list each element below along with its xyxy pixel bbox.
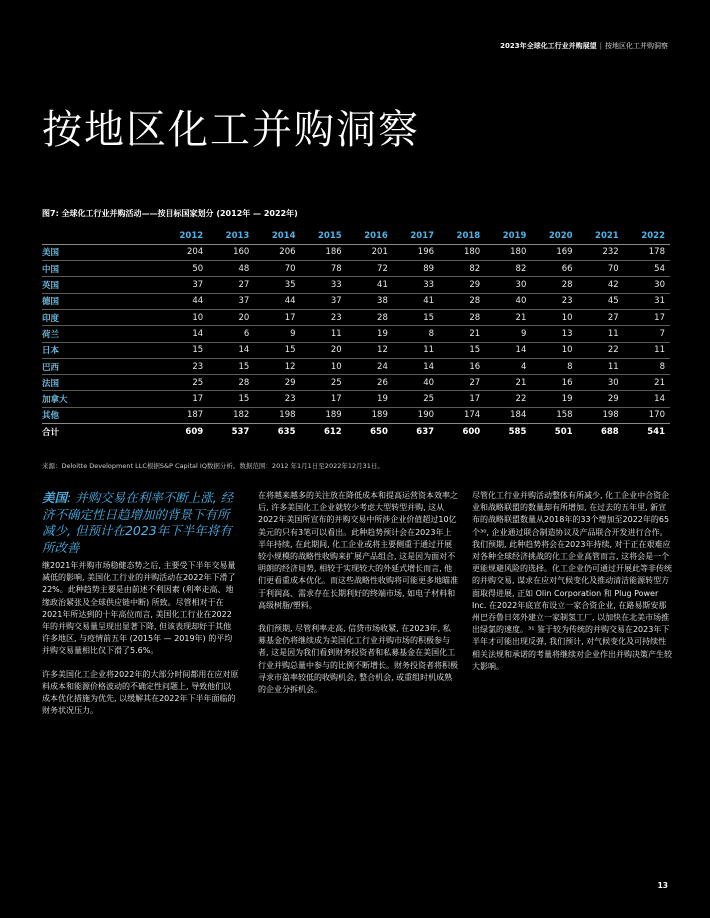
deal-count-cell: 37 [208,293,254,309]
deal-count-cell: 33 [393,277,439,293]
table-row [42,309,670,325]
deal-count-cell: 612 [323,427,342,438]
deal-count-cell: 14 [485,342,531,358]
deal-count-cell: 25 [393,391,439,407]
deal-count-cell: 22 [578,342,624,358]
year-header: 2020 [531,228,577,244]
deal-count-cell: 232 [578,244,624,260]
deal-count-cell: 21 [485,375,531,391]
header-section: 按地区化工并购洞察 [605,42,668,50]
deal-count-cell: 635 [277,427,296,438]
deal-count-cell: 8 [393,326,439,342]
table-row [42,391,670,407]
figure-title: 图7: 全球化工行业并购活动——按目标国家划分 (2012年 — 2022年) [42,209,298,218]
header-separator: | [599,42,602,50]
deal-count-cell: 541 [647,427,665,438]
deal-count-cell: 11 [578,358,624,374]
deal-count-cell: 82 [485,261,531,277]
source-note: 来源：Deloitte Development LLC根据S&P Capital IQ数据分析。数据范围：2012 年1月1日至2022年12月31日。 [42,462,384,470]
deal-count-cell: 17 [162,391,208,407]
deal-count-cell: 13 [531,326,577,342]
pull-quote-text: : 并购交易在利率不断上涨, 经济不确定性日趋增加的背景下有所减少, 但预计在2023年下半年将有所改善 [42,490,234,555]
deal-count-cell: 198 [254,407,300,423]
deal-count-cell: 44 [162,293,208,309]
deal-count-cell: 170 [624,407,670,423]
table-row [42,358,670,374]
deal-count-cell: 688 [600,427,619,438]
table-row [42,407,670,423]
table-row [42,342,670,358]
deal-count-cell: 187 [162,407,208,423]
country-label: 合计 [42,428,60,439]
table-row [42,293,670,309]
deal-count-cell: 25 [301,375,347,391]
page-number: 13 [657,881,668,890]
deal-count-cell: 66 [531,261,577,277]
table-row [42,277,670,293]
paragraph: 在将越来越多的关注放在降低成本和提高运营资本效率之后, 许多美国化工企业就较少考虑大型转型并购, 这从2022年美国所宣布的并购交易中所涉企业价值超过10亿美元的只有3笔可以看出。此种趋势预计会在2023年上半年持续, 在此期间, 化工企业或将主要侧重于通过开展较小规模的战略性收购来扩展产品组合, 这是因为面对不明朗的经济局势, 相较于实现较大的外延式增长而言, 他们更看重成本优化。而这些战略性收购将可能更多地瞄准于利润高、需求存在长期利好的终端市场, 如电子材料和高级树脂/塑料。 [258,491,458,610]
running-header [500,41,668,51]
country-label: 英国 [42,277,162,293]
country-label: 德国 [42,293,162,309]
deal-count-cell: 7 [624,326,670,342]
deal-count-cell: 50 [162,261,208,277]
deal-count-cell: 637 [416,427,435,438]
deal-count-cell: 31 [624,293,670,309]
deal-count-cell: 201 [347,244,393,260]
deal-count-cell: 12 [254,358,300,374]
deal-count-cell: 21 [624,375,670,391]
deal-count-cell: 501 [554,427,573,438]
deal-count-cell: 23 [531,293,577,309]
deal-count-cell: 70 [254,261,300,277]
deal-count-cell: 29 [254,375,300,391]
paragraph: 尽管化工行业并购活动整体有所减少, 化工企业中合资企业和战略联盟的数量却有所增加, 在过去的五年里, 新宣布的战略联盟数量从2018年的33个增加至2022年的65个³⁰, 企业通过联合制造协议及产品联合开发进行合作。我们预期, 此种趋势将会在2023年持续, 对于正在艰难应对各种全球经济挑战的化工企业高管而言, 这将会是一个更能规避风险的选择。化工企业仍可通过开展此等非传统的并购交易, 谋求在应对气候变化及推动清洁能源转型方面取得进展, 正如 Olin Corporation 和 Plug Power Inc. 在2022年底宣布设立一家合资企业, 在路易斯安那州巴吞鲁日郊外建立一家制氢工厂, 以加快在北美市场推出绿氯的速度。³¹ 鉴于较为传统的并购交易在2023年下半年才可能出现反弹, 我们预计, 对气候变化及可持续性相关法规和承诺的考量将继续对企业作出并购决策产生较大影响。 [472,491,672,671]
country-label: 印度 [42,309,162,325]
header-label-cell [42,228,162,244]
deal-count-cell: 10 [162,309,208,325]
deal-count-cell: 40 [485,293,531,309]
deal-count-cell: 37 [162,277,208,293]
text-column-1 [42,490,239,728]
deal-count-cell: 169 [531,244,577,260]
deal-count-cell: 54 [624,261,670,277]
deal-count-cell: 70 [578,261,624,277]
deal-count-cell: 204 [162,244,208,260]
deal-count-cell: 206 [254,244,300,260]
deal-count-cell: 78 [301,261,347,277]
text-column-2 [258,490,458,707]
text-column-3 [472,490,672,684]
deal-count-cell: 40 [393,375,439,391]
deal-count-cell: 11 [301,326,347,342]
deal-count-cell: 6 [208,326,254,342]
deal-count-cell: 25 [162,375,208,391]
deal-count-cell: 600 [462,427,481,438]
deal-count-cell: 609 [185,427,204,438]
table-header-row [42,228,670,244]
deal-count-cell: 14 [162,326,208,342]
deal-count-cell: 8 [531,358,577,374]
deal-count-cell: 17 [301,391,347,407]
deal-count-cell: 29 [439,277,485,293]
page-title: 按地区化工并购洞察 [42,107,420,153]
deal-count-cell: 44 [254,293,300,309]
ma-activity-table [42,228,670,441]
deal-count-cell: 33 [301,277,347,293]
deal-count-cell: 23 [254,391,300,407]
deal-count-cell: 28 [439,309,485,325]
year-header: 2016 [347,228,393,244]
deal-count-cell: 14 [624,391,670,407]
country-label: 中国 [42,261,162,277]
country-label: 美国 [42,244,162,260]
year-header: 2017 [393,228,439,244]
deal-count-cell: 30 [624,277,670,293]
deal-count-cell: 537 [231,427,250,438]
deal-count-cell: 45 [578,293,624,309]
country-label: 其他 [42,407,162,423]
deal-count-cell: 158 [531,407,577,423]
deal-count-cell: 82 [439,261,485,277]
table-row [42,261,670,277]
deal-count-cell: 28 [347,309,393,325]
deal-count-cell: 30 [485,277,531,293]
deal-count-cell: 19 [347,326,393,342]
deal-count-cell: 21 [485,309,531,325]
deal-count-cell: 17 [439,391,485,407]
deal-count-cell: 15 [208,358,254,374]
deal-count-cell: 41 [347,277,393,293]
paragraph: 我们预期, 尽管利率走高, 信贷市场收紧, 在2023年, 私募基金仍将继续成为美国化工行业并购市场的积极参与者, 这是因为我们看到财务投资者和私募基金在美国化工行业并购总量中参与的比例不断增长。财务投资者将积极寻求市盈率较低的收购机会, 整合机会, 或重组时机成熟的企业分拆机会。 [258,624,458,695]
year-header: 2018 [439,228,485,244]
deal-count-cell: 17 [624,309,670,325]
deal-count-cell: 10 [531,342,577,358]
country-label: 加拿大 [42,391,162,407]
deal-count-cell: 23 [162,358,208,374]
deal-count-cell: 189 [301,407,347,423]
pull-quote [42,490,239,556]
deal-count-cell: 19 [347,391,393,407]
country-label: 日本 [42,342,162,358]
deal-count-cell: 15 [439,342,485,358]
deal-count-cell: 9 [485,326,531,342]
deal-count-cell: 72 [347,261,393,277]
deal-count-cell: 89 [393,261,439,277]
deal-count-cell: 190 [393,407,439,423]
deal-count-cell: 22 [485,391,531,407]
deal-count-cell: 35 [254,277,300,293]
table-row [42,244,670,260]
deal-count-cell: 184 [485,407,531,423]
year-header: 2019 [485,228,531,244]
deal-count-cell: 650 [370,427,388,438]
pull-quote-region: 美国 [42,490,68,505]
deal-count-cell: 37 [301,293,347,309]
deal-count-cell: 10 [531,309,577,325]
year-header: 2013 [208,228,254,244]
deal-count-cell: 182 [208,407,254,423]
deal-count-cell: 15 [393,309,439,325]
country-label: 巴西 [42,358,162,374]
deal-count-cell: 27 [578,309,624,325]
country-label: 荷兰 [42,326,162,342]
deal-count-cell: 48 [208,261,254,277]
deal-count-cell: 198 [578,407,624,423]
deal-count-cell: 11 [393,342,439,358]
deal-count-cell: 12 [347,342,393,358]
deal-count-cell: 16 [531,375,577,391]
table-row [42,326,670,342]
deal-count-cell: 174 [439,407,485,423]
deal-count-cell: 160 [208,244,254,260]
deal-count-cell: 38 [347,293,393,309]
deal-count-cell: 10 [301,358,347,374]
deal-count-cell: 14 [208,342,254,358]
deal-count-cell: 41 [393,293,439,309]
deal-count-cell: 11 [624,342,670,358]
deal-count-cell: 196 [393,244,439,260]
table-total-row [42,424,670,441]
deal-count-cell: 24 [347,358,393,374]
deal-count-cell: 9 [254,326,300,342]
deal-count-cell: 28 [531,277,577,293]
deal-count-cell: 186 [301,244,347,260]
deal-count-cell: 14 [393,358,439,374]
deal-count-cell: 17 [254,309,300,325]
deal-count-cell: 30 [578,375,624,391]
deal-count-cell: 27 [439,375,485,391]
deal-count-cell: 15 [162,342,208,358]
deal-count-cell: 28 [439,293,485,309]
year-header: 2021 [578,228,624,244]
deal-count-cell: 21 [439,326,485,342]
deal-count-cell: 20 [208,309,254,325]
year-header: 2012 [162,228,208,244]
paragraph: 许多美国化工企业将2022年的大部分时间都用在应对原料成本和能源价格波动的不确定性问题上, 导致他们以成本优化措施为优先, 以缓解其在2022年下半年面临的财务状况压力。 [42,669,239,716]
year-header: 2015 [301,228,347,244]
deal-count-cell: 180 [439,244,485,260]
country-label: 法国 [42,375,162,391]
deal-count-cell: 28 [208,375,254,391]
deal-count-cell: 23 [301,309,347,325]
deal-count-cell: 189 [347,407,393,423]
year-header: 2014 [254,228,300,244]
deal-count-cell: 15 [208,391,254,407]
deal-count-cell: 16 [439,358,485,374]
deal-count-cell: 27 [208,277,254,293]
deal-count-cell: 8 [624,358,670,374]
deal-count-cell: 180 [485,244,531,260]
deal-count-cell: 15 [254,342,300,358]
deal-count-cell: 4 [485,358,531,374]
deal-count-cell: 11 [578,326,624,342]
deal-count-cell: 26 [347,375,393,391]
deal-count-cell: 585 [508,427,527,438]
deal-count-cell: 178 [624,244,670,260]
deal-count-cell: 19 [531,391,577,407]
paragraph: 继2021年并购市场稳健态势之后, 主要受下半年交易量减低的影响, 美国化工行业的并购活动在2022年下滑了22%。此种趋势主要是由前述不利因素 (利率走高、地缘政治紧张及全球供应链中断) 所致。尽管相对于在2021年所达到的十年高位而言, 美国化工行业在2022年的并购交易量呈现出显著下降, 但该表现却好于其他许多地区, 与疫情前五年 (2015年 — 2019年) 的平均并购交易量相比仅下滑了5.6%。 [42,561,236,656]
table-row [42,375,670,391]
year-header: 2022 [624,228,670,244]
deal-count-cell: 20 [301,342,347,358]
deal-count-cell: 42 [578,277,624,293]
deal-count-cell: 29 [578,391,624,407]
header-report-title: 2023年全球化工行业并购展望 [500,42,597,50]
